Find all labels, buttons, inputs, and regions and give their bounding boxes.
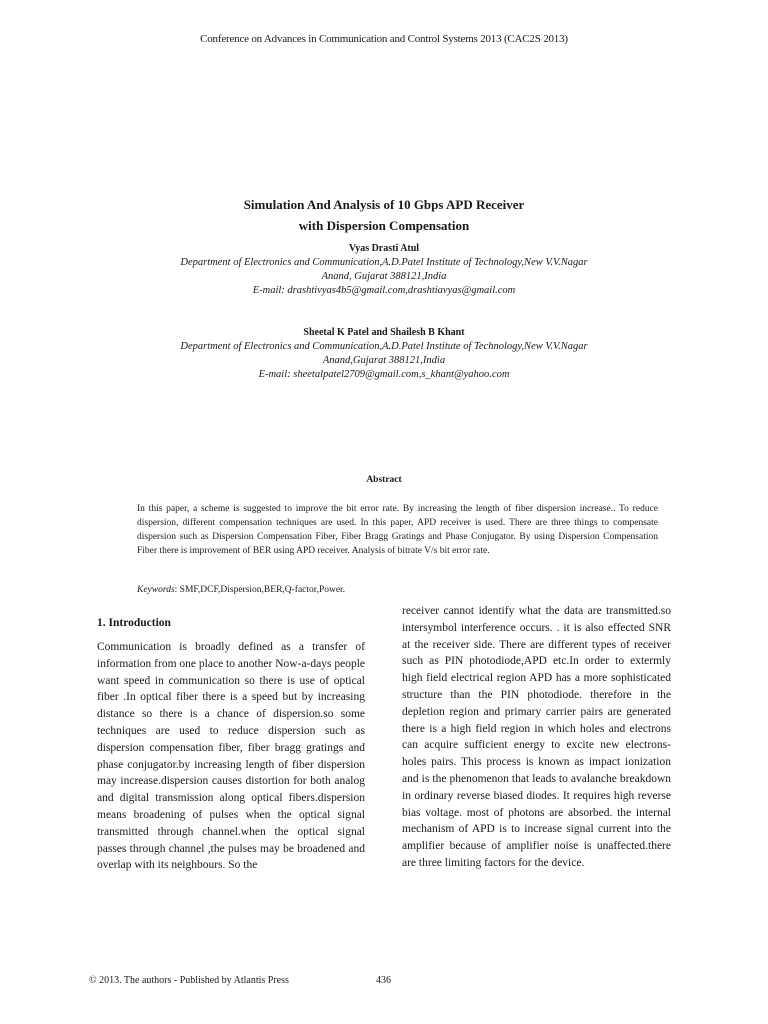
author-1-name: Vyas Drasti Atul <box>348 243 420 254</box>
author-2-name: Sheetal K Patel and Shailesh B Khant <box>303 327 465 338</box>
keywords-line <box>137 585 658 595</box>
section-heading-introduction: 1. Introduction <box>97 617 171 629</box>
abstract-heading: Abstract <box>366 475 402 485</box>
keywords-label: Keywords <box>137 585 175 595</box>
paper-title-line-2: with Dispersion Compensation <box>298 218 470 233</box>
keywords-list: : SMF,DCF,Dispersion,BER,Q-factor,Power. <box>174 585 346 595</box>
abstract-body: In this paper, a scheme is suggested to improve the bit error rate. By increasing the length of fiber dispersion increase.. To reduce dispersion, different compensation techniques are used. In this paper, APD receiver is used. There are three things to compensate dispersion such as Dispersion Compensation Fiber, Fiber Bragg Gratings and Phase Conjugator. By using Dispersion Compensation Fiber there is improvement of BER using APD receiver. Analysis of bitrate V/s bit error rate. <box>137 504 658 556</box>
author-2-email: E-mail: sheetalpatel2709@gmail.com,s_khant@yahoo.com <box>258 369 510 380</box>
running-header: Conference on Advances in Communication and Control Systems 2013 (CAC2S 2013) <box>200 33 568 45</box>
author-2-department: Department of Electronics and Communication,A.D.Patel Institute of Technology,New V.V.Nagar <box>180 341 588 352</box>
intro-left-column: Communication is broadly defined as a transfer of information from one place to another Now-a-days people want speed in communication so there is use of optical fiber .In optical fiber there is a speed but by increasing distance so there is a chance of dispersion.so some techniques are used to reduce dispersion such as dispersion compensation fiber, fiber bragg gratings and phase conjugator.by increasing length of fiber dispersion may increase.dispersion causes distortion for both analog and digital transmission along optical fibers.dispersion means broadening of pulses when the optical signal transmitted through channel.when the optical signal passes through channel ,the pulses may be broadened and overlap with its neighbours. So the <box>97 641 365 872</box>
author-1-email: E-mail: drashtivyas4b5@gmail.com,drashtiavyas@gmail.com <box>252 285 516 296</box>
copyright-footer: © 2013. The authors - Published by Atlantis Press <box>89 975 289 986</box>
author-2-address: Anand,Gujarat 388121,India <box>322 355 446 366</box>
paper-title-line-1: Simulation And Analysis of 10 Gbps APD Receiver <box>243 197 525 212</box>
author-1-address: Anand, Gujarat 388121,India <box>321 271 447 282</box>
author-2-affiliation <box>0 340 768 382</box>
paper-title <box>0 194 768 236</box>
author-1-affiliation <box>0 256 768 298</box>
intro-right-column: receiver cannot identify what the data are transmitted.so intersymbol interference occurs. . it is also effected SNR at the receiver side. There are different types of receiver such as PIN photodiode,APD etc.In order to extermly high field electrical region APD has a more sophisticated structure than the PIN photodiode. therefore in the depletion region and primary carrier pairs are generated there is a high field region in which holes and electrons can acquire sufficient energy to excite new electrons-holes pairs. This process is known as impact ionization and is the phenomenon that leads to avalanche breakdown in ordinary reverse biased diodes. It requires high reverse bias voltage. most of photons are absorbed. the internal mechanism of APD is to increase signal current into the amplifier because of amplifier noise is unaffected.there are three limiting factors for the device. <box>402 605 671 869</box>
page-number: 436 <box>376 975 391 986</box>
author-1-department: Department of Electronics and Communication,A.D.Patel Institute of Technology,New V.V.Nagar <box>180 257 588 268</box>
